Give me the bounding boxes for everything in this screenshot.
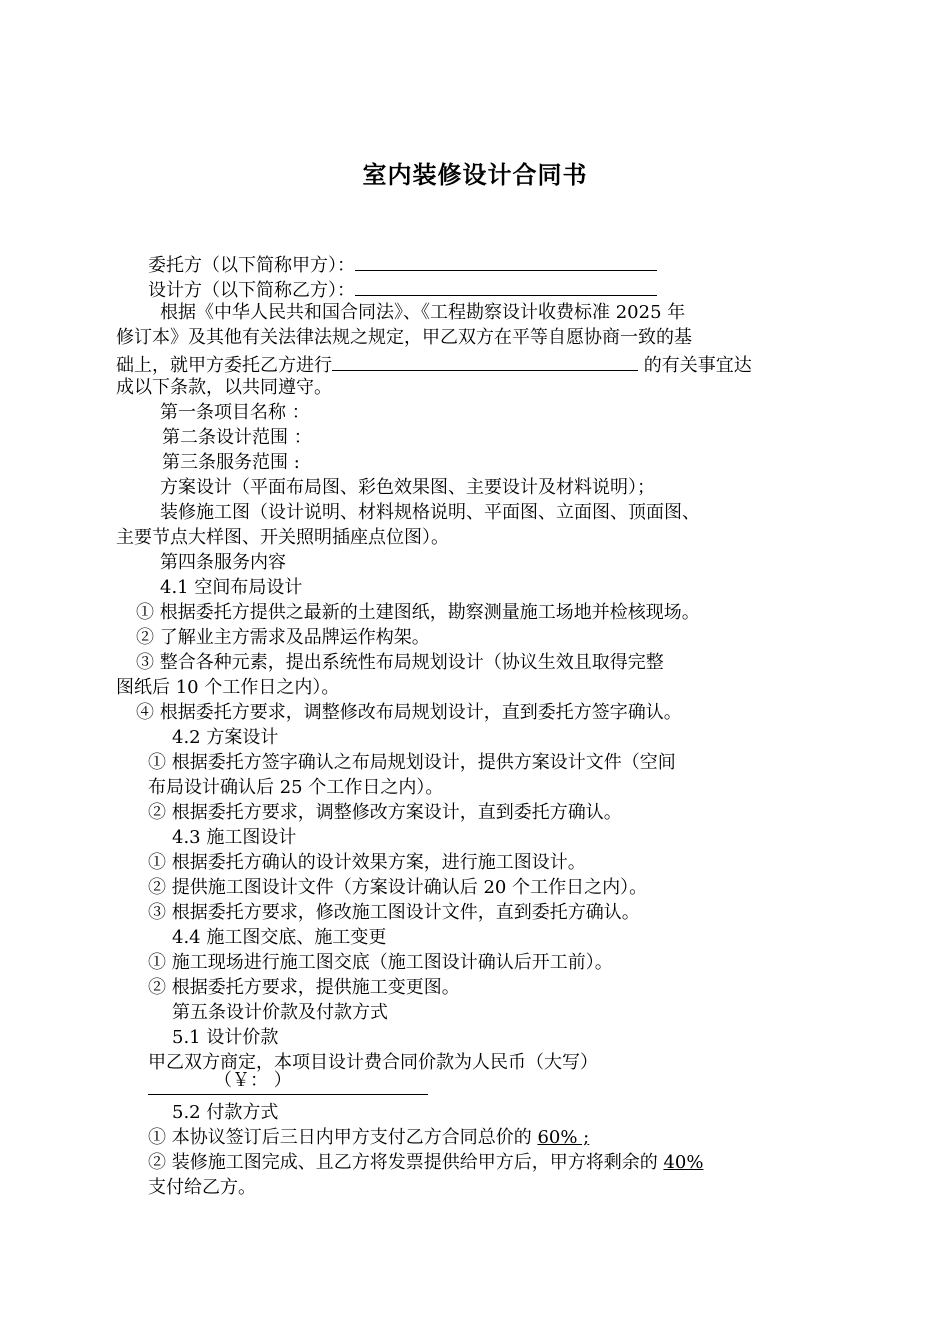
party-a-blank[interactable] [355, 250, 657, 271]
party-a-label: 委托方（以下简称甲方）： [148, 255, 355, 276]
first-payment-percent: 60% ; [537, 1127, 590, 1148]
section-4-4-item-1: ① 施工现场进行施工图交底（施工图设计确认后开工前）。 [148, 952, 613, 973]
section-4-1-item-3a: ③ 整合各种元素，提出系统性布局规划设计（协议生效且取得完整 [136, 652, 664, 673]
price-amount-text: （￥： ） [214, 1070, 292, 1091]
section-5-2: 5.2 付款方式 [172, 1102, 279, 1123]
article-1: 第一条项目名称 ： [160, 402, 310, 423]
section-4-1-item-4: ④ 根据委托方要求，调整修改布局规划设计，直到委托方签字确认。 [136, 702, 682, 723]
intro-line-3-end: 的有关事宜达 [638, 355, 752, 376]
section-5-1: 5.1 设计价款 [172, 1027, 279, 1048]
intro-line-1: 根据《中华人民共和国合同法》、《工程勘察设计收费标准 2025 年 [160, 302, 686, 323]
section-5-2-item-1 [148, 1125, 589, 1151]
article-3: 第三条服务范围 : [162, 452, 300, 473]
section-4-1-item-3b: 图纸后 10 个工作日之内）。 [116, 677, 340, 698]
section-4-2-item-1a: ① 根据委托方签字确认之布局规划设计，提供方案设计文件（空间 [148, 752, 676, 773]
section-4-2-item-1b: 布局设计确认后 25 个工作日之内）。 [148, 777, 444, 798]
section-4-3: 4.3 施工图设计 [172, 827, 297, 848]
section-5-2-item-1-text: ① 本协议签订后三日内甲方支付乙方合同总价的 [148, 1127, 538, 1148]
document-title: 室内装修设计合同书 [362, 161, 588, 189]
section-4-3-item-2: ② 提供施工图设计文件（方案设计确认后 20 个工作日之内）。 [148, 877, 648, 898]
remaining-payment-percent: 40% [663, 1152, 704, 1173]
article-3-item-2b: 主要节点大样图、开关照明插座点位图）。 [116, 527, 449, 548]
section-5-1-text: 甲乙双方商定，本项目设计费合同价款为人民币（大写） [148, 1052, 598, 1073]
party-b-label: 设计方（以下简称乙方）： [148, 280, 355, 301]
project-blank[interactable] [332, 350, 638, 371]
price-amount-blank[interactable] [148, 1070, 428, 1095]
section-4-4-item-2: ② 根据委托方要求，提供施工变更图。 [148, 977, 460, 998]
section-4-3-item-1: ① 根据委托方确认的设计效果方案，进行施工图设计。 [148, 852, 586, 873]
section-4-1-item-1: ① 根据委托方提供之最新的土建图纸，勘察测量施工场地并检核现场。 [136, 602, 700, 623]
intro-line-2: 修订本》及其他有关法律法规之规定，甲乙双方在平等自愿协商一致的基 [116, 327, 692, 348]
section-4-4: 4.4 施工图交底、施工变更 [172, 927, 387, 948]
section-5-2-item-2 [148, 1150, 703, 1176]
party-b-blank[interactable] [355, 275, 657, 296]
intro-line-3-start: 础上，就甲方委托乙方进行 [116, 355, 332, 376]
section-4-1-item-2: ② 了解业主方需求及品牌运作构架。 [136, 627, 430, 648]
intro-line-4: 成以下条款，以共同遵守。 [116, 377, 332, 398]
article-2: 第二条设计范围 ： [162, 427, 312, 448]
section-4-3-item-3: ③ 根据委托方要求，修改施工图设计文件，直到委托方确认。 [148, 902, 640, 923]
section-4-2-item-2: ② 根据委托方要求，调整修改方案设计，直到委托方确认。 [148, 802, 622, 823]
price-amount-line[interactable] [148, 1070, 428, 1103]
section-5-2-item-2-end: 支付给乙方。 [148, 1177, 256, 1198]
section-5-2-item-2-text: ② 装修施工图完成、且乙方将发票提供给甲方后，甲方将剩余的 [148, 1152, 664, 1173]
article-3-item-2a: 装修施工图（设计说明、材料规格说明、平面图、立面图、顶面图、 [160, 502, 700, 523]
section-4-2: 4.2 方案设计 [172, 727, 279, 748]
article-5: 第五条设计价款及付款方式 [172, 1002, 388, 1023]
article-4: 第四条服务内容 [160, 552, 286, 573]
section-4-1: 4.1 空间布局设计 [160, 577, 303, 598]
article-3-item-1: 方案设计（平面布局图、彩色效果图、主要设计及材料说明）； [160, 477, 655, 498]
